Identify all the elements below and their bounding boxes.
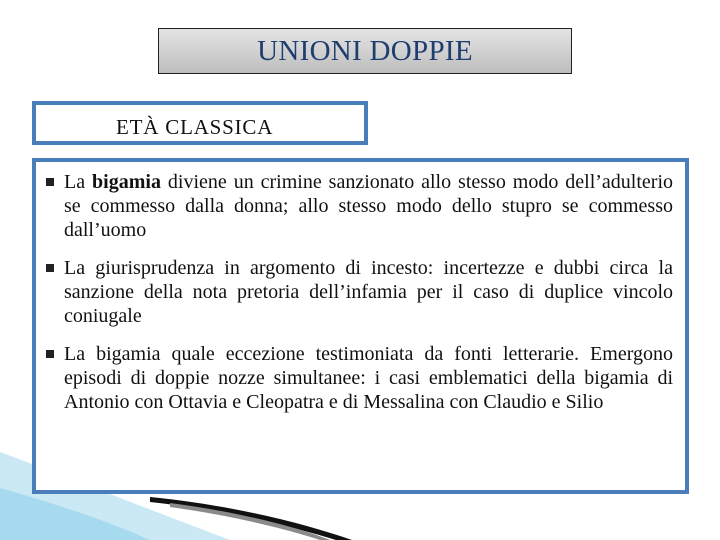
bullet-text: diviene un crimine sanzionato allo stesso modo dell’adulterio se commesso dalla donna; allo stesso modo dello stupro se commesso dall’uomo [64,171,674,241]
square-bullet-icon [46,350,54,358]
bullet-list [46,170,673,414]
bullet-prefix: La [64,171,93,193]
list-item [46,256,673,328]
square-bullet-icon [46,264,54,272]
list-item [46,342,673,414]
content-panel [32,158,689,494]
section-heading-box [32,101,368,145]
bullet-text: La giurisprudenza in argomento di incesto: incertezze e dubbi circa la sanzione della nota pretoria dell’infamia per il caso di duplice vincolo coniugale [64,257,673,327]
title-banner [158,28,572,74]
square-bullet-icon [46,178,54,186]
bullet-text: La bigamia quale eccezione testimoniata da fonti letterarie. Emergono episodi di doppie nozze simultanee: i casi emblematici della bigamia di Antonio con Ottavia e Cleopatra e di Messalina con Claudio e Silio [64,343,673,413]
page-title: UNIONI DOPPIE [257,34,473,67]
section-heading: ETÀ CLASSICA [116,115,274,139]
list-item [46,170,673,242]
bullet-emphasis: bigamia [92,171,161,193]
